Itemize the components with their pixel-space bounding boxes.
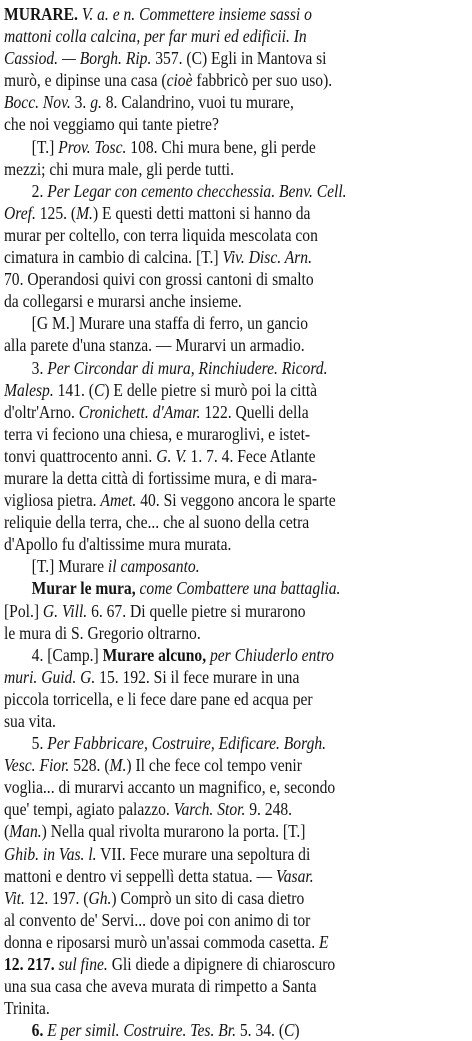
dictionary-entry-murare — [4, 3, 466, 1041]
text-segment: 40. Si veggono ancora le sparte — [136, 490, 336, 511]
text-segment: 141. ( — [53, 379, 94, 400]
text-segment: 125. ( — [35, 202, 77, 223]
text-segment: ) Comprò un sito di casa dietro — [111, 887, 305, 908]
text-segment: terra vi feciono una chiesa, e muraroglivi, e istet- — [4, 423, 311, 444]
text-segment: ) E questi detti mattoni si hanno da — [92, 202, 311, 223]
text-line — [4, 489, 466, 511]
text-line — [4, 754, 466, 776]
text-segment: 3. — [70, 92, 91, 113]
text-segment: alla parete d'una stanza. — Murarvi un armadio. — [4, 335, 305, 356]
text-line — [4, 202, 466, 224]
text-segment: voglia... di murarvi accanto un magnifico, e, secondo — [4, 777, 336, 798]
text-segment: 70. Operandosi quivi con grossi cantoni di smalto — [4, 269, 314, 290]
text-line — [4, 975, 466, 997]
text-line — [4, 246, 466, 268]
italic-text: Per Circondar di mura, Rinchiudere. Ricord. — [47, 357, 328, 378]
bold-term: 12. 217. — [4, 954, 59, 975]
text-segment: le mura di S. Gregorio oltrarno. — [4, 622, 201, 643]
text-segment: sua vita. — [4, 711, 56, 731]
text-segment: VII. Fece murare una sepoltura di — [96, 843, 311, 864]
text-line — [4, 600, 466, 622]
text-line — [4, 887, 466, 909]
text-line — [4, 136, 466, 158]
text-line — [4, 180, 466, 202]
text-segment: piccola torricella, e li fece dare pane ed acqua per — [4, 688, 313, 709]
italic-text: Per Fabbricare, Costruire, Edificare. Borgh. — [47, 733, 327, 754]
italic-text: G. Vill. — [42, 600, 88, 621]
text-segment: ) Nella qual rivolta murarono la porta. [T.] — [41, 821, 306, 842]
text-line — [4, 644, 466, 666]
text-line — [4, 69, 466, 91]
text-segment: Gli diede a dipignere di chiaroscuro — [107, 954, 336, 975]
text-segment: vigliosa pietra. — [4, 490, 101, 511]
text-line — [4, 865, 466, 887]
italic-text: Vesc. Fior. — [4, 755, 70, 776]
text-line — [4, 931, 466, 953]
text-segment: ( — [4, 821, 10, 842]
headword: MURARE. — [4, 4, 78, 24]
italic-text: sul fine. — [58, 954, 108, 975]
text-line — [4, 467, 466, 489]
text-segment: 4. [Camp.] — [31, 644, 103, 665]
text-line — [4, 3, 466, 25]
text-line — [4, 113, 466, 135]
text-segment: murò, e dipinse una casa ( — [4, 70, 167, 91]
text-segment: [T.] — [31, 136, 59, 157]
text-line — [4, 290, 466, 312]
italic-text: Cassiod. — Borgh. Rip. — [4, 48, 152, 69]
text-segment: da collegarsi e murarsi anche insieme. — [4, 291, 242, 312]
text-line — [4, 379, 466, 401]
italic-text: G. V. — [156, 445, 187, 466]
text-line — [4, 555, 466, 577]
italic-text: V. a. e n. Commettere insieme sassi o — [77, 4, 312, 24]
text-line — [4, 776, 466, 798]
italic-text: Viv. Disc. Arn. — [222, 247, 312, 268]
text-line — [4, 91, 466, 113]
text-line — [4, 401, 466, 423]
italic-text: come Combattere una battaglia. — [135, 578, 341, 599]
italic-text: Cronichett. d'Amar. — [78, 401, 201, 422]
text-segment: 528. ( — [69, 755, 110, 776]
text-segment: 357. (C) Egli in Mantova si — [151, 48, 327, 69]
text-segment: reliquie della terra, che... che al suono della cetra — [4, 512, 310, 533]
text-segment: che noi veggiamo qui tante pietre? — [4, 114, 219, 135]
italic-text: M. — [76, 202, 93, 223]
text-segment: que' tempi, agiato palazzo. — [4, 799, 174, 820]
text-segment: 122. Quelli della — [200, 401, 309, 422]
text-line — [4, 312, 466, 334]
italic-text: Vasar. — [275, 865, 314, 886]
text-segment: [G M.] Murare una staffa di ferro, un gancio — [31, 313, 309, 334]
text-segment: 108. Chi mura bene, gli perde — [126, 136, 316, 157]
italic-text: Man. — [9, 821, 42, 842]
text-segment: d'Apollo fu d'altissime mura murata. — [4, 534, 232, 555]
text-line — [4, 798, 466, 820]
text-line — [4, 953, 466, 975]
text-segment: ) E delle pietre si murò poi la città — [104, 379, 318, 400]
italic-text: C — [284, 1020, 295, 1041]
text-line — [4, 47, 466, 69]
italic-text: M. — [109, 755, 127, 776]
italic-text: Vit. — [4, 887, 25, 908]
text-line — [4, 666, 466, 688]
text-line — [4, 158, 466, 180]
text-segment: mattoni e dentro vi seppellì detta statua. — — [4, 865, 276, 886]
italic-text: Gh. — [88, 887, 112, 908]
text-segment: 2. — [31, 180, 48, 201]
text-line — [4, 423, 466, 445]
text-line — [4, 511, 466, 533]
text-segment: 5. 34. ( — [235, 1020, 285, 1041]
text-line — [4, 688, 466, 710]
text-segment: d'oltr'Arno. — [4, 401, 79, 422]
text-line — [4, 820, 466, 842]
text-line — [4, 843, 466, 865]
text-segment: murar per coltello, con terra liquida mescolata con — [4, 224, 318, 245]
text-segment: 3. — [31, 357, 48, 378]
text-line — [4, 445, 466, 467]
bold-term: Murar le mura, — [31, 578, 136, 599]
text-segment: 8. Calandrino, vuoi tu murare, — [101, 92, 294, 113]
text-segment: una sua casa che aveva murata di rimpetto a Santa — [4, 976, 317, 997]
text-segment: [T.] Murare — [31, 556, 108, 577]
italic-text: mattoni colla calcina, per far muri ed edificii. In — [4, 26, 307, 47]
text-segment: al convento de' Servi... dove poi con animo di tor — [4, 909, 311, 930]
text-segment: tonvi quattrocento anni. — [4, 445, 157, 466]
text-segment: ) — [294, 1020, 300, 1041]
italic-text: Bocc. Nov. — [4, 92, 71, 113]
text-segment: Trinita. — [4, 998, 50, 1019]
text-segment: ) Il che fece col tempo venir — [126, 755, 302, 776]
text-line — [4, 909, 466, 931]
text-segment: 5. — [31, 733, 48, 754]
text-line — [4, 268, 466, 290]
italic-text: Prov. Tosc. — [58, 136, 127, 157]
italic-text: il camposanto. — [107, 556, 200, 577]
italic-text: g. — [90, 92, 102, 113]
text-line — [4, 732, 466, 754]
text-line — [4, 334, 466, 356]
text-segment: mezzi; chi mura male, gli perde tutti. — [4, 158, 235, 179]
bold-term: 6. — [31, 1020, 48, 1041]
text-segment: fabbricò per suo uso). — [192, 70, 333, 91]
text-line — [4, 622, 466, 644]
text-line — [4, 1019, 466, 1041]
italic-text: cioè — [166, 70, 193, 91]
text-segment: cimatura in cambio di calcina. [T.] — [4, 247, 223, 268]
text-segment: murare la detta città di fortissime mura, e di mara- — [4, 467, 318, 488]
text-segment: 15. 192. Si il fece murare in una — [95, 666, 300, 687]
italic-text: per Chiuderlo entro — [206, 644, 334, 665]
text-line — [4, 357, 466, 379]
italic-text: muri. Guid. G. — [4, 666, 96, 687]
italic-text: Oref. — [4, 202, 36, 223]
text-segment: 9. 248. — [245, 799, 293, 820]
italic-text: Amet. — [100, 490, 137, 511]
text-line — [4, 997, 466, 1019]
text-segment: 1. 7. 4. Fece Atlante — [186, 445, 316, 466]
text-line — [4, 224, 466, 246]
italic-text: Varch. Stor. — [173, 799, 246, 820]
text-segment: donna e riposarsi murò un'assai commoda casetta. — [4, 931, 319, 952]
italic-text: Malesp. — [4, 379, 54, 400]
text-segment: 12. 197. ( — [24, 887, 89, 908]
bold-term: Murare alcuno, — [102, 644, 207, 665]
text-line — [4, 533, 466, 555]
text-segment: [Pol.] — [4, 600, 43, 621]
italic-text: E — [318, 931, 329, 952]
text-line — [4, 577, 466, 599]
italic-text: E per simil. Costruire. Tes. Br. — [47, 1020, 236, 1041]
italic-text: C — [93, 379, 105, 400]
text-line — [4, 25, 466, 47]
italic-text: Per Legar con cemento checchessia. Benv. Cell. — [47, 180, 347, 201]
text-line — [4, 710, 466, 732]
text-segment: 6. 67. Di quelle pietre si murarono — [87, 600, 306, 621]
italic-text: Ghib. in Vas. l. — [4, 843, 97, 864]
